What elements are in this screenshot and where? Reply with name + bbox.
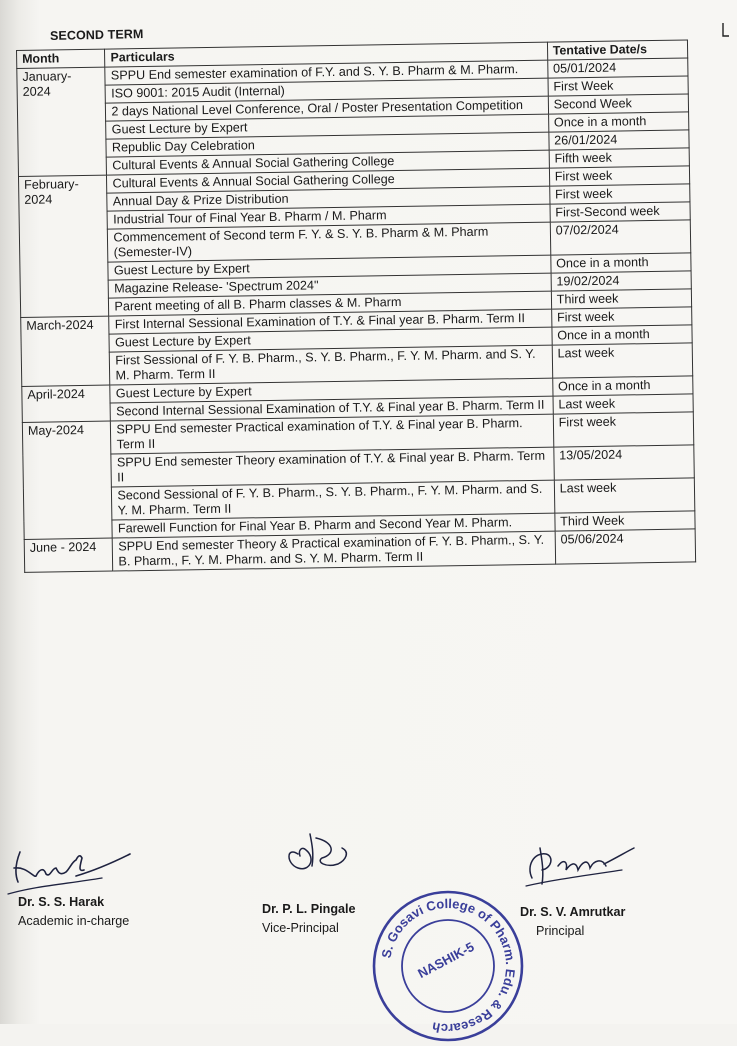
month-cell: February- 2024 [18, 175, 109, 317]
particular-cell: First Internal Sessional Examination of T.Y. & Final year B. Pharm. Term II [109, 309, 552, 334]
particular-cell: First Sessional of F. Y. B. Pharm., S. Y. B. Pharm., F. Y. M. Pharm. and S. Y. M. Pharm. Term II [110, 345, 553, 385]
particular-cell: Cultural Events & Annual Social Gathering College [107, 150, 550, 175]
academic-calendar-table [16, 39, 696, 572]
date-cell: Third week [551, 289, 692, 309]
particular-cell: ISO 9001: 2015 Audit (Internal) [106, 78, 549, 103]
date-cell: First week [549, 184, 690, 204]
stamp-center-text: NASHIK-5 [415, 938, 477, 982]
signatory-title: Vice-Principal [262, 921, 339, 935]
page-edge-mark [721, 22, 731, 38]
particular-cell: SPPU End semester Practical examination of T.Y. & Final year B. Pharm. Term II [111, 414, 554, 454]
particular-cell: Republic Day Celebration [106, 132, 549, 157]
term-title: SECOND TERM [49, 27, 144, 43]
date-cell: Last week [552, 343, 693, 378]
date-cell: 13/05/2024 [554, 445, 695, 480]
particular-cell: SPPU End semester Theory examination of T.Y. & Final year B. Pharm. Term II [111, 447, 554, 487]
date-cell: First week [549, 166, 690, 186]
signatory-name: Dr. S. V. Amrutkar [520, 905, 626, 919]
date-cell: Once in a month [552, 376, 693, 396]
signatory-title: Principal [536, 924, 585, 938]
particular-cell: Industrial Tour of Final Year B. Pharm / M. Pharm [107, 204, 550, 229]
date-cell: 26/01/2024 [549, 130, 690, 150]
signatory-name: Dr. S. S. Harak [18, 895, 105, 909]
signatory-title: Academic in-charge [18, 914, 130, 928]
particular-cell: Cultural Events & Annual Social Gathering College [107, 168, 550, 193]
calendar-body [17, 58, 696, 572]
particular-cell: SPPU End semester Theory & Practical examination of F. Y. B. Pharm., S. Y. B. Pharm., F. Y. M. Pharm. and S. Y. M. Pharm. Term II [113, 531, 556, 571]
header-dates: Tentative Date/s [547, 40, 688, 60]
date-cell: Fifth week [549, 148, 690, 168]
signatory-harak [18, 893, 129, 931]
header-particulars: Particulars [105, 42, 548, 67]
date-cell: Third Week [555, 511, 696, 531]
date-cell: First week [551, 307, 692, 327]
date-cell: 19/02/2024 [551, 271, 692, 291]
harak-signature-mark [6, 838, 136, 900]
amrutkar-signature-mark [512, 840, 642, 896]
particular-cell: Guest Lecture by Expert [110, 378, 553, 403]
date-cell: 05/01/2024 [547, 58, 688, 78]
particular-cell: 2 days National Level Conference, Oral / Poster Presentation Competition [106, 96, 549, 121]
date-cell: Last week [554, 478, 695, 513]
particular-cell: Second Sessional of F. Y. B. Pharm., S. Y. B. Pharm., F. Y. M. Pharm. and S. Y. M. Pharm. Term II [112, 480, 555, 520]
month-cell: April-2024 [22, 385, 111, 422]
month-cell: May-2024 [22, 421, 112, 539]
signatory-amrutkar [520, 903, 625, 941]
particular-cell: Annual Day & Prize Distribution [107, 186, 550, 211]
particular-cell: Guest Lecture by Expert [109, 327, 552, 352]
particular-cell: Magazine Release- 'Spectrum 2024" [109, 273, 552, 298]
date-cell: Second Week [548, 94, 689, 114]
date-cell: First week [553, 412, 694, 447]
date-cell: Once in a month [548, 112, 689, 132]
date-cell: 07/02/2024 [550, 220, 691, 255]
date-cell: 05/06/2024 [555, 529, 696, 564]
month-cell: March-2024 [21, 316, 111, 386]
signatory-name: Dr. P. L. Pingale [262, 902, 356, 916]
month-cell: June - 2024 [24, 538, 113, 572]
date-cell: Once in a month [551, 253, 692, 273]
particular-cell: SPPU End semester examination of F.Y. and S. Y. B. Pharm & M. Pharm. [105, 60, 548, 85]
particular-cell: Guest Lecture by Expert [106, 114, 549, 139]
particular-cell: Farewell Function for Final Year B. Pharm and Second Year M. Pharm. [112, 513, 555, 538]
month-cell: January- 2024 [17, 67, 107, 176]
college-seal-stamp [368, 886, 528, 1046]
pingale-signature-mark [276, 824, 356, 884]
stamp-ring-text: S. Gosavi College of Pharm. Edu. & Research [378, 895, 519, 1037]
particular-cell: Second Internal Sessional Examination of T.Y. & Final year B. Pharm. Term II [111, 396, 554, 421]
date-cell: Once in a month [552, 325, 693, 345]
signatory-pingale [262, 900, 356, 938]
particular-cell: Parent meeting of all B. Pharm classes & M. Pharm [109, 291, 552, 316]
date-cell: Last week [553, 394, 694, 414]
particular-cell: Commencement of Second term F. Y. & S. Y. B. Pharm & M. Pharm (Semester-IV) [108, 222, 551, 262]
date-cell: First-Second week [550, 202, 691, 222]
particular-cell: Guest Lecture by Expert [108, 255, 551, 280]
date-cell: First Week [548, 76, 689, 96]
header-month: Month [17, 49, 106, 68]
